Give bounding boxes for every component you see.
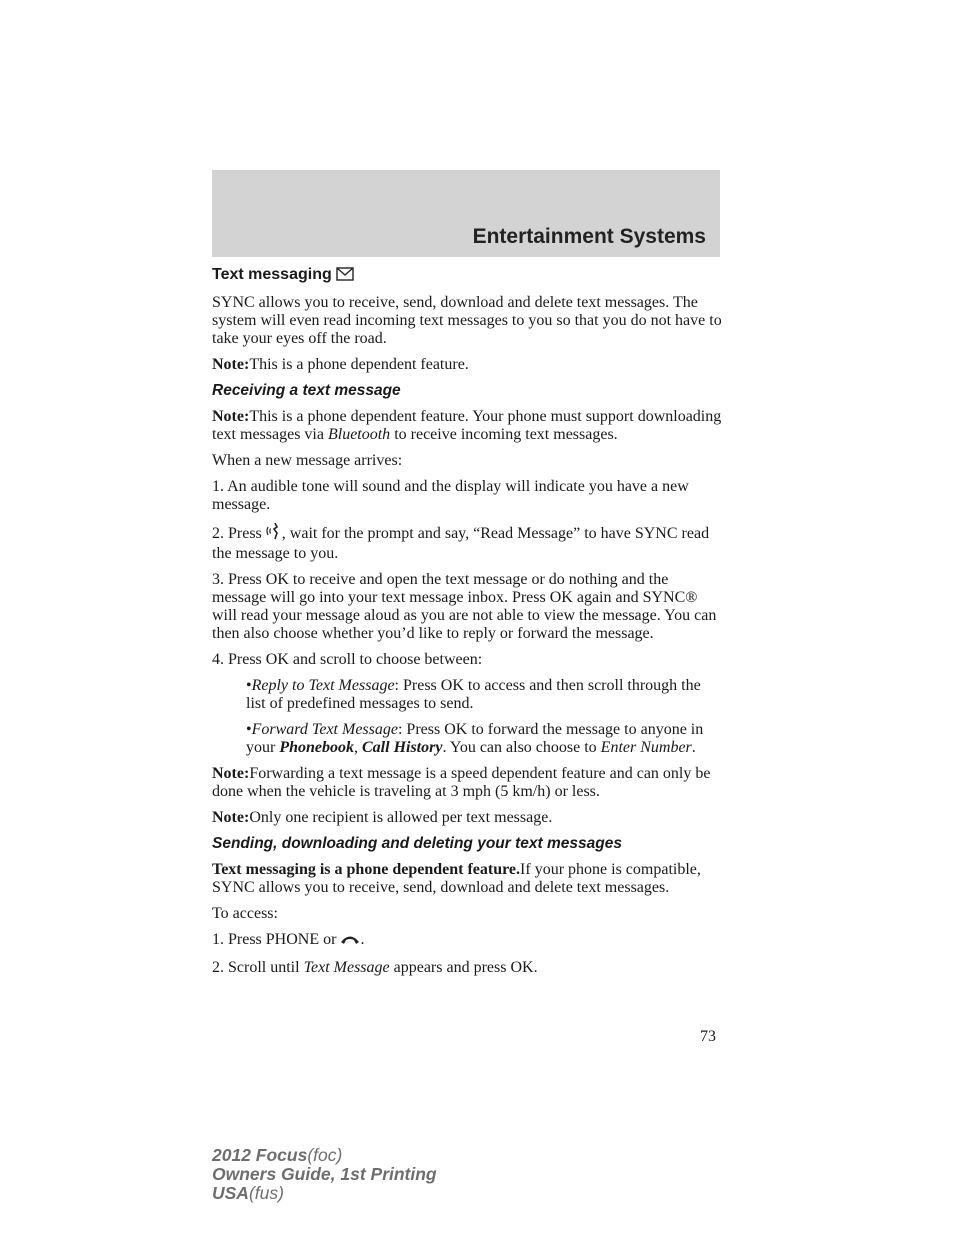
envelope-icon (336, 267, 354, 286)
sending-step-1: 1. Press PHONE or . (212, 931, 724, 951)
voice-icon (266, 522, 282, 545)
print-footer (212, 1146, 437, 1203)
receiving-step-1: 1. An audible tone will sound and the display will indicate you have a new message. (212, 478, 689, 513)
footer-model-code: (foc) (307, 1145, 343, 1165)
sending-lead: Text messaging is a phone dependent feature.If your phone is compatible, SYNC allows you to receive, send, download and delete text messages. (212, 861, 701, 896)
footer-market: USA (212, 1183, 249, 1203)
footer-guide: Owners Guide, 1st Printing (212, 1164, 437, 1184)
page-number: 73 (700, 1028, 716, 1045)
speed-note: Note:Forwarding a text message is a speed dependent feature and can only be done when the vehicle is traveling at 3 mph (5 km/h) or less. (212, 765, 711, 800)
sending-step-2: 2. Scroll until Text Message appears and press OK. (212, 959, 538, 976)
note-paragraph: Note:This is a phone dependent feature. (212, 356, 469, 373)
text-messaging-title: Text messaging (212, 266, 332, 283)
recipient-note: Note:Only one recipient is allowed per text message. (212, 809, 553, 826)
receiving-note: Note:This is a phone dependent feature. Your phone must support downloading text messages via Bluetooth to receive incoming text messages. (212, 408, 722, 443)
receiving-step-2: 2. Press , wait for the prompt and say, “Read Message” to have SYNC read the message to you. (212, 522, 724, 563)
section-header (212, 170, 720, 257)
page-content (212, 266, 724, 985)
receiving-step-4: 4. Press OK and scroll to choose between: (212, 651, 483, 668)
receiving-heading: Receiving a text message (212, 382, 401, 399)
to-access: To access: (212, 905, 278, 922)
sending-heading: Sending, downloading and deleting your text messages (212, 835, 622, 852)
section-title: Entertainment Systems (472, 225, 706, 248)
footer-market-code: (fus) (248, 1183, 284, 1203)
receiving-step-3: 3. Press OK to receive and open the text message or do nothing and the message will go into your text message inbox. Press OK again and SYNC® will read your message aloud as you are not able to view the message. You can then also choose whether you’d like to reply or forward the message. (212, 571, 717, 642)
reply-option: •Reply to Text Message: Press OK to access and then scroll through the list of predefined messages to send. (246, 677, 701, 712)
phone-icon (340, 933, 360, 951)
text-messaging-intro: SYNC allows you to receive, send, download and delete text messages. The system will even read incoming text messages to you so that you do not have to take your eyes off the road. (212, 294, 722, 347)
text-messaging-heading (212, 266, 724, 286)
forward-option: •Forward Text Message: Press OK to forward the message to anyone in your Phonebook, Call History. You can also choose to Enter Number. (246, 721, 704, 756)
footer-model: 2012 Focus (212, 1145, 308, 1165)
when-new-message: When a new message arrives: (212, 452, 403, 469)
